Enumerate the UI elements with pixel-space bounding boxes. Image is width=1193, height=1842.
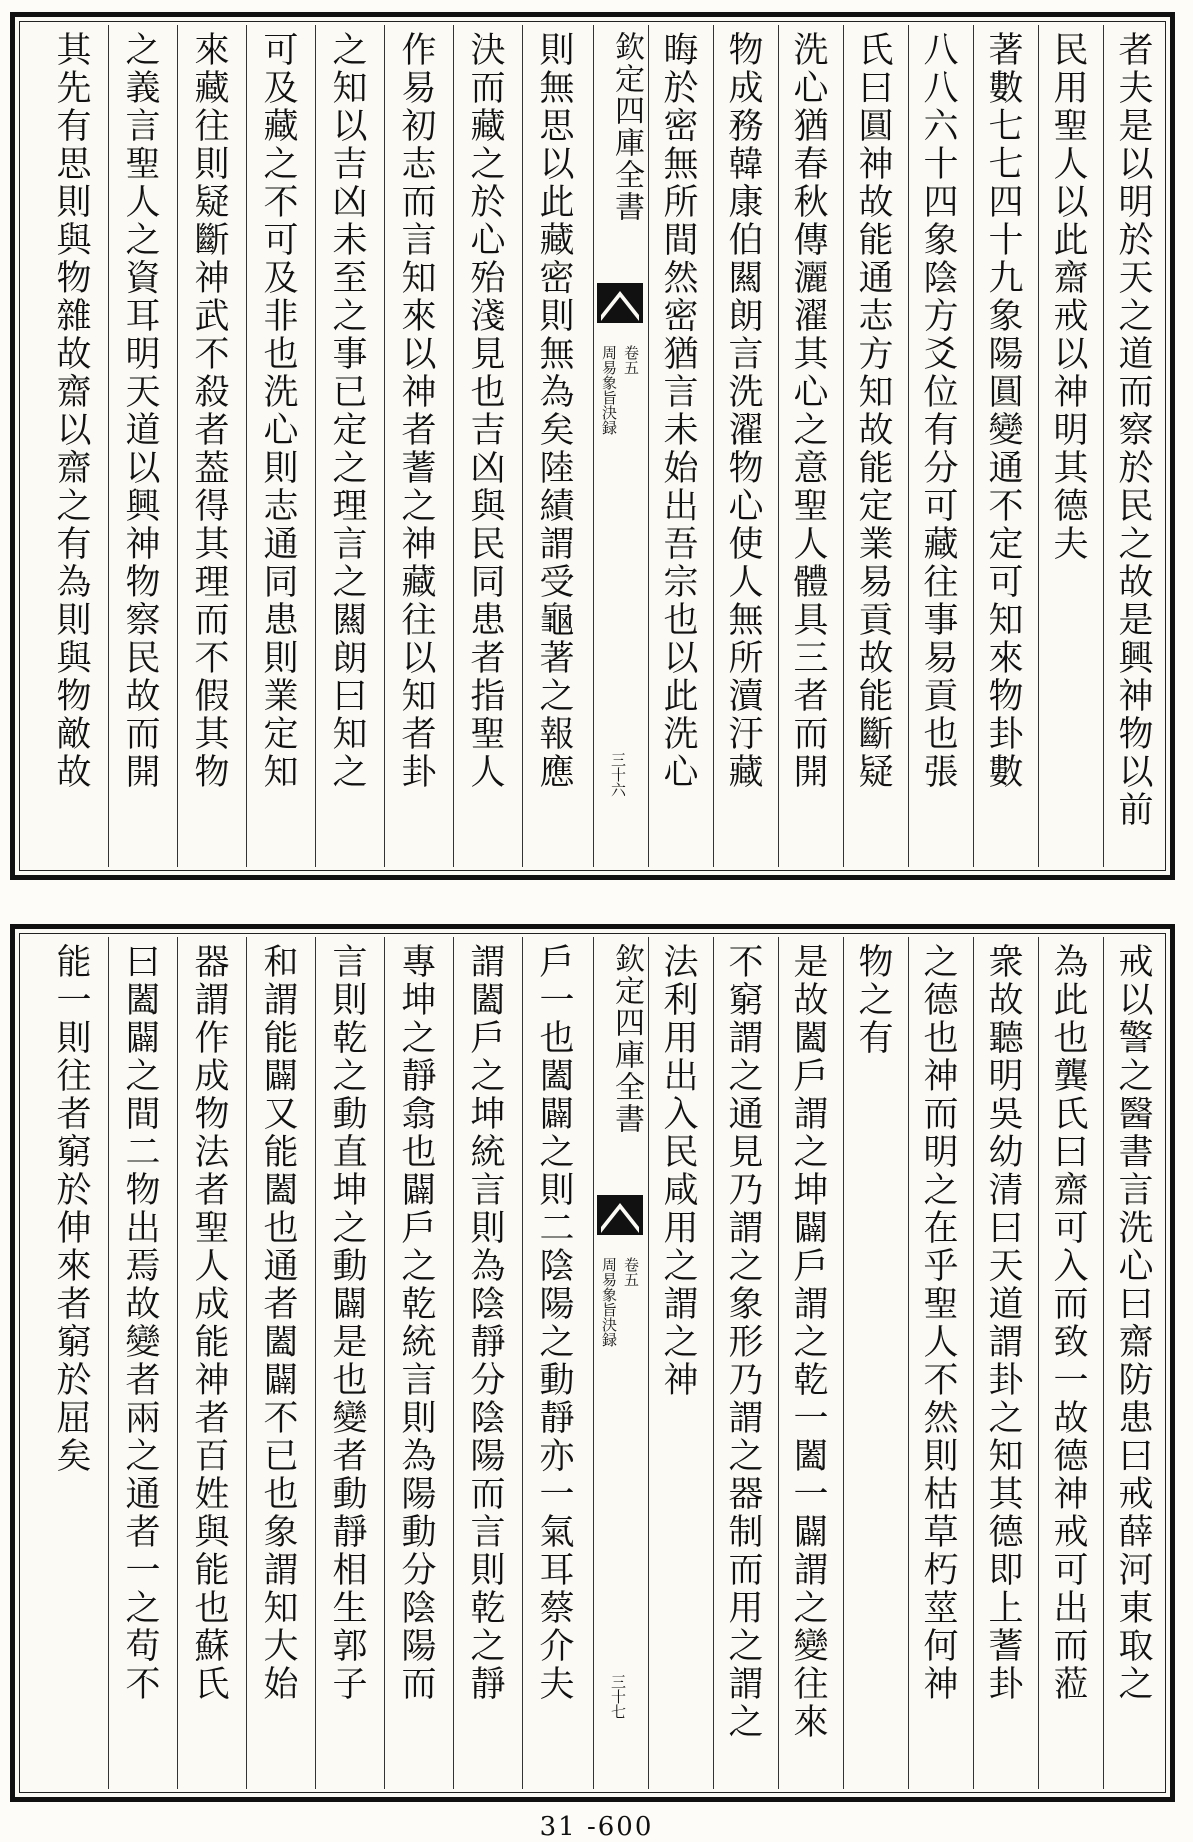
text-column: 可及藏之不可及非也洗心則志通同患則業定知 bbox=[258, 31, 298, 791]
text-column: 不窮謂之通見乃謂之象形乃謂之器制而用之謂之 bbox=[723, 943, 763, 1741]
column-rule bbox=[384, 937, 385, 1789]
text-column: 物之有 bbox=[853, 943, 893, 1057]
column-rule bbox=[522, 937, 523, 1789]
text-column: 之德也神而明之在乎聖人不然則枯草朽莖何神 bbox=[918, 943, 958, 1703]
column-rule bbox=[973, 937, 974, 1789]
column-rule bbox=[1038, 25, 1039, 867]
text-column: 晦於密無所間然密猶言未始出吾宗也以此洗心 bbox=[658, 31, 698, 791]
column-rule bbox=[1038, 937, 1039, 1789]
text-column: 法利用出入民咸用之謂之神 bbox=[658, 943, 698, 1399]
juan-label: 卷五 bbox=[622, 345, 640, 375]
column-rule bbox=[713, 25, 714, 867]
text-column: 洗心猶春秋傳灑濯其心之意聖人體具三者而開 bbox=[788, 31, 828, 791]
column-rule bbox=[246, 937, 247, 1789]
page-number: 31 -600 bbox=[539, 1812, 654, 1842]
column-rule bbox=[1103, 937, 1104, 1789]
text-column: 器謂作成物法者聖人成能神者百姓與能也蘇氏 bbox=[189, 943, 229, 1703]
text-column: 作易初志而言知來以神者蓍之神藏往以知者卦 bbox=[396, 31, 436, 791]
column-rule bbox=[778, 25, 779, 867]
text-column: 之知以吉凶未至之事已定之理言之闗朗曰知之 bbox=[327, 31, 367, 791]
column-rule bbox=[973, 25, 974, 867]
column-rule bbox=[453, 25, 454, 867]
column-rule bbox=[108, 937, 109, 1789]
text-column: 其先有思則與物雜故齋以齋之有為則與物敵故 bbox=[51, 31, 91, 791]
column-rule bbox=[908, 937, 909, 1789]
text-column: 戒以警之醫書言洗心曰齋防患曰戒薛河東取之 bbox=[1113, 943, 1153, 1703]
column-rule bbox=[843, 25, 844, 867]
column-rule bbox=[453, 937, 454, 1789]
text-column: 來藏往則疑斷神武不殺者葢得其理而不假其物 bbox=[189, 31, 229, 791]
top-page-frame bbox=[10, 12, 1175, 880]
column-rule bbox=[522, 25, 523, 867]
column-rule bbox=[384, 25, 385, 867]
juan-label: 卷五 bbox=[622, 1257, 640, 1287]
text-column: 衆故聽明吳幼清曰天道謂卦之知其德即上蓍卦 bbox=[983, 943, 1023, 1703]
book-title: 欽定四庫全書 bbox=[609, 31, 644, 223]
text-column: 和謂能闢又能闔也通者闔闢不已也象謂知大始 bbox=[258, 943, 298, 1703]
leaf-number: 三十七 bbox=[609, 1674, 627, 1719]
section-title: 周易象旨決録 bbox=[600, 1257, 618, 1347]
fishtail-mark-icon bbox=[597, 283, 643, 323]
fishtail-mark-icon bbox=[597, 1195, 643, 1235]
text-column: 決而藏之於心殆淺見也吉凶與民同患者指聖人 bbox=[465, 31, 505, 791]
column-rule bbox=[778, 937, 779, 1789]
bottom-page-frame bbox=[10, 924, 1175, 1802]
text-column: 物成務韓康伯闗朗言洗濯物心使人無所瀆汙藏 bbox=[723, 31, 763, 791]
text-column: 是故闔戶謂之坤闢戶謂之乾一闔一闢謂之變往來 bbox=[788, 943, 828, 1741]
column-rule bbox=[1103, 25, 1104, 867]
column-rule bbox=[843, 937, 844, 1789]
text-column: 曰闔闢之間二物出焉故變者兩之通者一之苟不 bbox=[120, 943, 160, 1703]
center-fold bbox=[593, 937, 649, 1789]
column-rule bbox=[246, 25, 247, 867]
text-column: 者夫是以明於天之道而察於民之故是興神物以前 bbox=[1113, 31, 1153, 829]
column-rule bbox=[315, 937, 316, 1789]
text-column: 著數七七四十九象陽圓變通不定可知來物卦數 bbox=[983, 31, 1023, 791]
text-column: 則無思以此藏密則無為矣陸績謂受龜著之報應 bbox=[534, 31, 574, 791]
column-rule bbox=[177, 937, 178, 1789]
section-title: 周易象旨決録 bbox=[600, 345, 618, 435]
column-rule bbox=[713, 937, 714, 1789]
leaf-number: 三十六 bbox=[609, 752, 627, 797]
center-fold bbox=[593, 25, 649, 867]
text-column: 民用聖人以此齋戒以神明其德夫 bbox=[1048, 31, 1088, 563]
text-column: 之義言聖人之資耳明天道以興神物察民故而開 bbox=[120, 31, 160, 791]
column-rule bbox=[908, 25, 909, 867]
book-title: 欽定四庫全書 bbox=[609, 943, 644, 1135]
text-column: 專坤之靜翕也闢戶之乾統言則為陽動分陰陽而 bbox=[396, 943, 436, 1703]
text-column: 戶一也闔闢之則二陰陽之動靜亦一氣耳蔡介夫 bbox=[534, 943, 574, 1703]
text-column: 能一則往者窮於伸來者窮於屈矣 bbox=[51, 943, 91, 1475]
column-rule bbox=[177, 25, 178, 867]
text-column: 氏曰圓神故能通志方知故能定業易貢故能斷疑 bbox=[853, 31, 893, 791]
text-column: 謂闔戶之坤統言則為陰靜分陰陽而言則乾之靜 bbox=[465, 943, 505, 1703]
text-column: 為此也龔氏曰齋可入而致一故德神戒可出而蒞 bbox=[1048, 943, 1088, 1703]
text-column: 言則乾之動直坤之動闢是也變者動靜相生郭子 bbox=[327, 943, 367, 1703]
column-rule bbox=[315, 25, 316, 867]
text-column: 八八六十四象陰方爻位有分可藏往事易貢也張 bbox=[918, 31, 958, 791]
column-rule bbox=[108, 25, 109, 867]
